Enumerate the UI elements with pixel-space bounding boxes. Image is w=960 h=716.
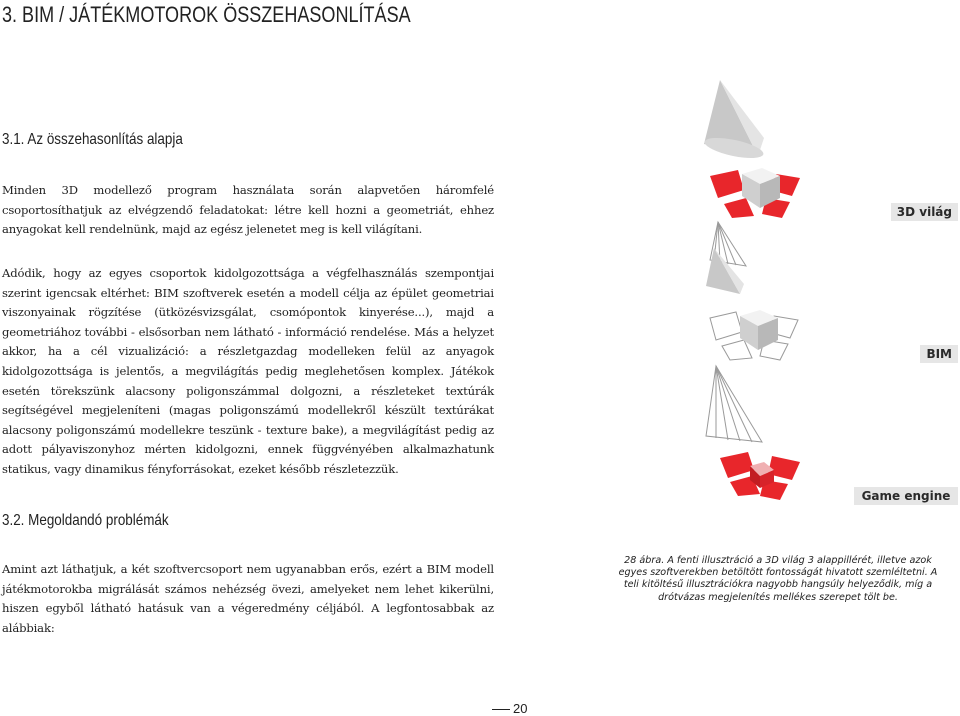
label-bim: BIM (920, 345, 958, 363)
page-number (492, 701, 527, 716)
figure-3d-world (700, 78, 810, 268)
paragraph-intro: Minden 3D modellező program használata során alapvetően háromfelé csoportosíthatjuk az elvégzendő feladatokat: létre kell hozni a geometriát, ehhez anyagokat kell rendelnünk, majd az egész jelenetet meg is kell világítani. (2, 183, 494, 237)
figure-bim (700, 246, 810, 446)
label-3d-world: 3D világ (891, 203, 958, 221)
unfolded-red-box-icon (710, 168, 800, 218)
solid-cone-icon (706, 248, 744, 294)
figure-caption: 28 ábra. A fenti illusztráció a 3D világ 3 alappillérét, illetve azok egyes szoftverekben betöltött fontosságát hivatott szemléltetni. A teli kitöltésű illusztrációkra nagyobb hangsúly helyeződik, míg a drótvázas megjelenítés mellékes szerepet tölt be. (618, 555, 938, 603)
section-heading-3-1: 3.1. Az összehasonlítás alapja (2, 131, 183, 148)
chapter-title: 3. BIM / JÁTÉKMOTOROK ÖSSZEHASONLÍTÁSA (2, 2, 411, 27)
figure-game-engine (700, 448, 810, 516)
page-number-text: 20 (513, 701, 528, 716)
solid-cone-icon (703, 80, 765, 162)
wire-cone-icon (706, 366, 762, 442)
label-game-engine: Game engine (854, 487, 958, 505)
paragraph-comparison: Adódik, hogy az egyes csoportok kidolgozottsága a végfelhasználás szempontjai szerint igencsak eltérhet: BIM szoftverek esetén a modell célja az épület geometriai viszonyainak rögzítése (ütközésvizsgálat, csomópontok kinyerése...), majd a geometriához további - elsősorban nem látható - információ rendelése. Más a helyzet akkor, ha a cél vizualizáció: a részletgazdag modelleken felül az anyagok kidolgozottsága is jelentős, a megvilágítás pedig meglehetősen komplex. Játékok esetén törekszünk alacsony poligonszámmal dolgozni, a részleteket textúrák segítségével megjeleníteni (magas poligonszámú modellekről készült textúrákat alacsony poligonszámú modellekre teszünk - texture bake), a megvilágítást pedig az adott pályaviszonyhoz mérten kidolgozni, ennek függvényében alkalmazhatunk statikus, vagy dinamikus fényforrásokat, ezeket később részletezzük. (2, 266, 494, 476)
unfolded-red-box-icon (720, 452, 800, 500)
page-number-rule (492, 709, 510, 710)
section-heading-3-2: 3.2. Megoldandó problémák (2, 512, 169, 529)
paragraph-problems: Amint azt láthatjuk, a két szoftvercsoport nem ugyanabban erős, ezért a BIM modell játékmotorokba migrálását számos nehézség övezi, amelyeket nem lehet kikerülni, hiszen egyből látható hatásuk van a végeredmény céljából. A legfontosabbak az alábbiak: (2, 562, 494, 635)
